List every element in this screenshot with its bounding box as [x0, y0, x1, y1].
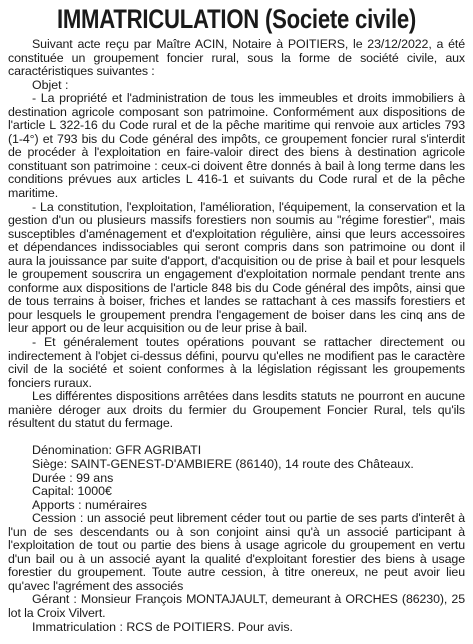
denomination-line: Dénomination: GFR AGRIBATI: [32, 443, 202, 458]
objet-label: Objet :: [32, 77, 69, 92]
apports-line: Apports : numéraires: [32, 497, 148, 512]
duree-line: Durée : 99 ans: [32, 470, 114, 485]
spacer: [8, 431, 465, 445]
intro-paragraph: Suivant acte reçu par Maître ACIN, Notaire à POITIERS, le 23/12/2022, a été constituée un groupement foncier rural, sous la forme de société civile, aux caractéristiques suivantes :: [8, 37, 465, 79]
objet-paragraph-3: - Et généralement toutes opérations pouvant se rattacher directement ou indirectement à l'objet ci-dessus défini, pourvu qu'elles ne modifient pas le caractère civil de la société et soient conformes à la législation régissant les groupements fonciers ruraux.: [8, 335, 465, 390]
objet-paragraph-1: - La propriété et l'administration de tous les immeubles et droits immobiliers à destination agricole composant son patrimoine. Conformément aux dispositions de l'article L 322-16 du Code rural et de la pêche maritime qui renvoie aux articles 793 (1-4°) et 793 bis du Code général des impôts, ce groupement foncier rural s'interdit de procéder à l'exploitation en faire-valoir direct des biens à destination agricole constituant son patrimoine : ceux-ci doivent être donnés à bail à long terme dans les conditions prévues aux articles L 416-1 et suivants du Code rural et de la pêche maritime.: [8, 91, 465, 201]
objet-paragraph-2: - La constitution, l'exploitation, l'amélioration, l'équipement, la conservation et la gestion d'un ou plusieurs massifs forestiers non soumis au "régime forestier", mais susceptibles d'aménagement et d'exploitation régulière, ainsi que leurs accessoires et dépendances indissociables qui seront compris dans son patrimoine ou dont il aura la jouissance par suite d'apport, d'acquisition ou de prise à bail et pour lesquels le groupement souscrira un engagement d'exploitation normale pendant trente ans conforme aux dispositions de l'article 848 bis du Code général des impôts, ainsi que de tous terrains à boiser, friches et landes se rattachant à ces massifs forestiers et pour lesquels le groupement prendra l'engagement de boiser dans les cinq ans de leur apport ou de leur acquisition ou de leur prise à bail.: [8, 199, 465, 336]
notice-title: IMMATRICULATION (Societe civile): [56, 4, 417, 34]
gerant-paragraph: Gérant : Monsieur François MONTAJAULT, demeurant à ORCHES (86230), 25 lot la Croix Vilvert.: [8, 592, 465, 620]
fermier-paragraph: Les différentes dispositions arrêtées dans lesdits statuts ne pourront en aucune manière déroger aux droits du fermier du Groupement Foncier Rural, tels qu'ils résultent du statut du fermage.: [8, 389, 465, 431]
capital-line: Capital: 1000€: [32, 484, 112, 499]
siege-line: Siège: SAINT-GENEST-D'AMBIERE (86140), 14 route des Châteaux.: [32, 456, 414, 471]
immatriculation-line: Immatriculation : RCS de POITIERS. Pour avis.: [32, 619, 293, 634]
cession-paragraph: Cession : un associé peut librement céder tout ou partie de ses parts d'interêt à l'un de ses descendants ou à son conjoint ainsi qu'à un associé participant à l'exploitation de tout ou partie des biens à usage agricole du groupement en vertu d'un bail ou à un associé ayant la qualité d'exploitant forestier des biens à usage forestier du groupement. Toute autre cession, à titre onereux, ne peut avoir lieu qu'avec l'agrément des associés: [8, 511, 465, 593]
